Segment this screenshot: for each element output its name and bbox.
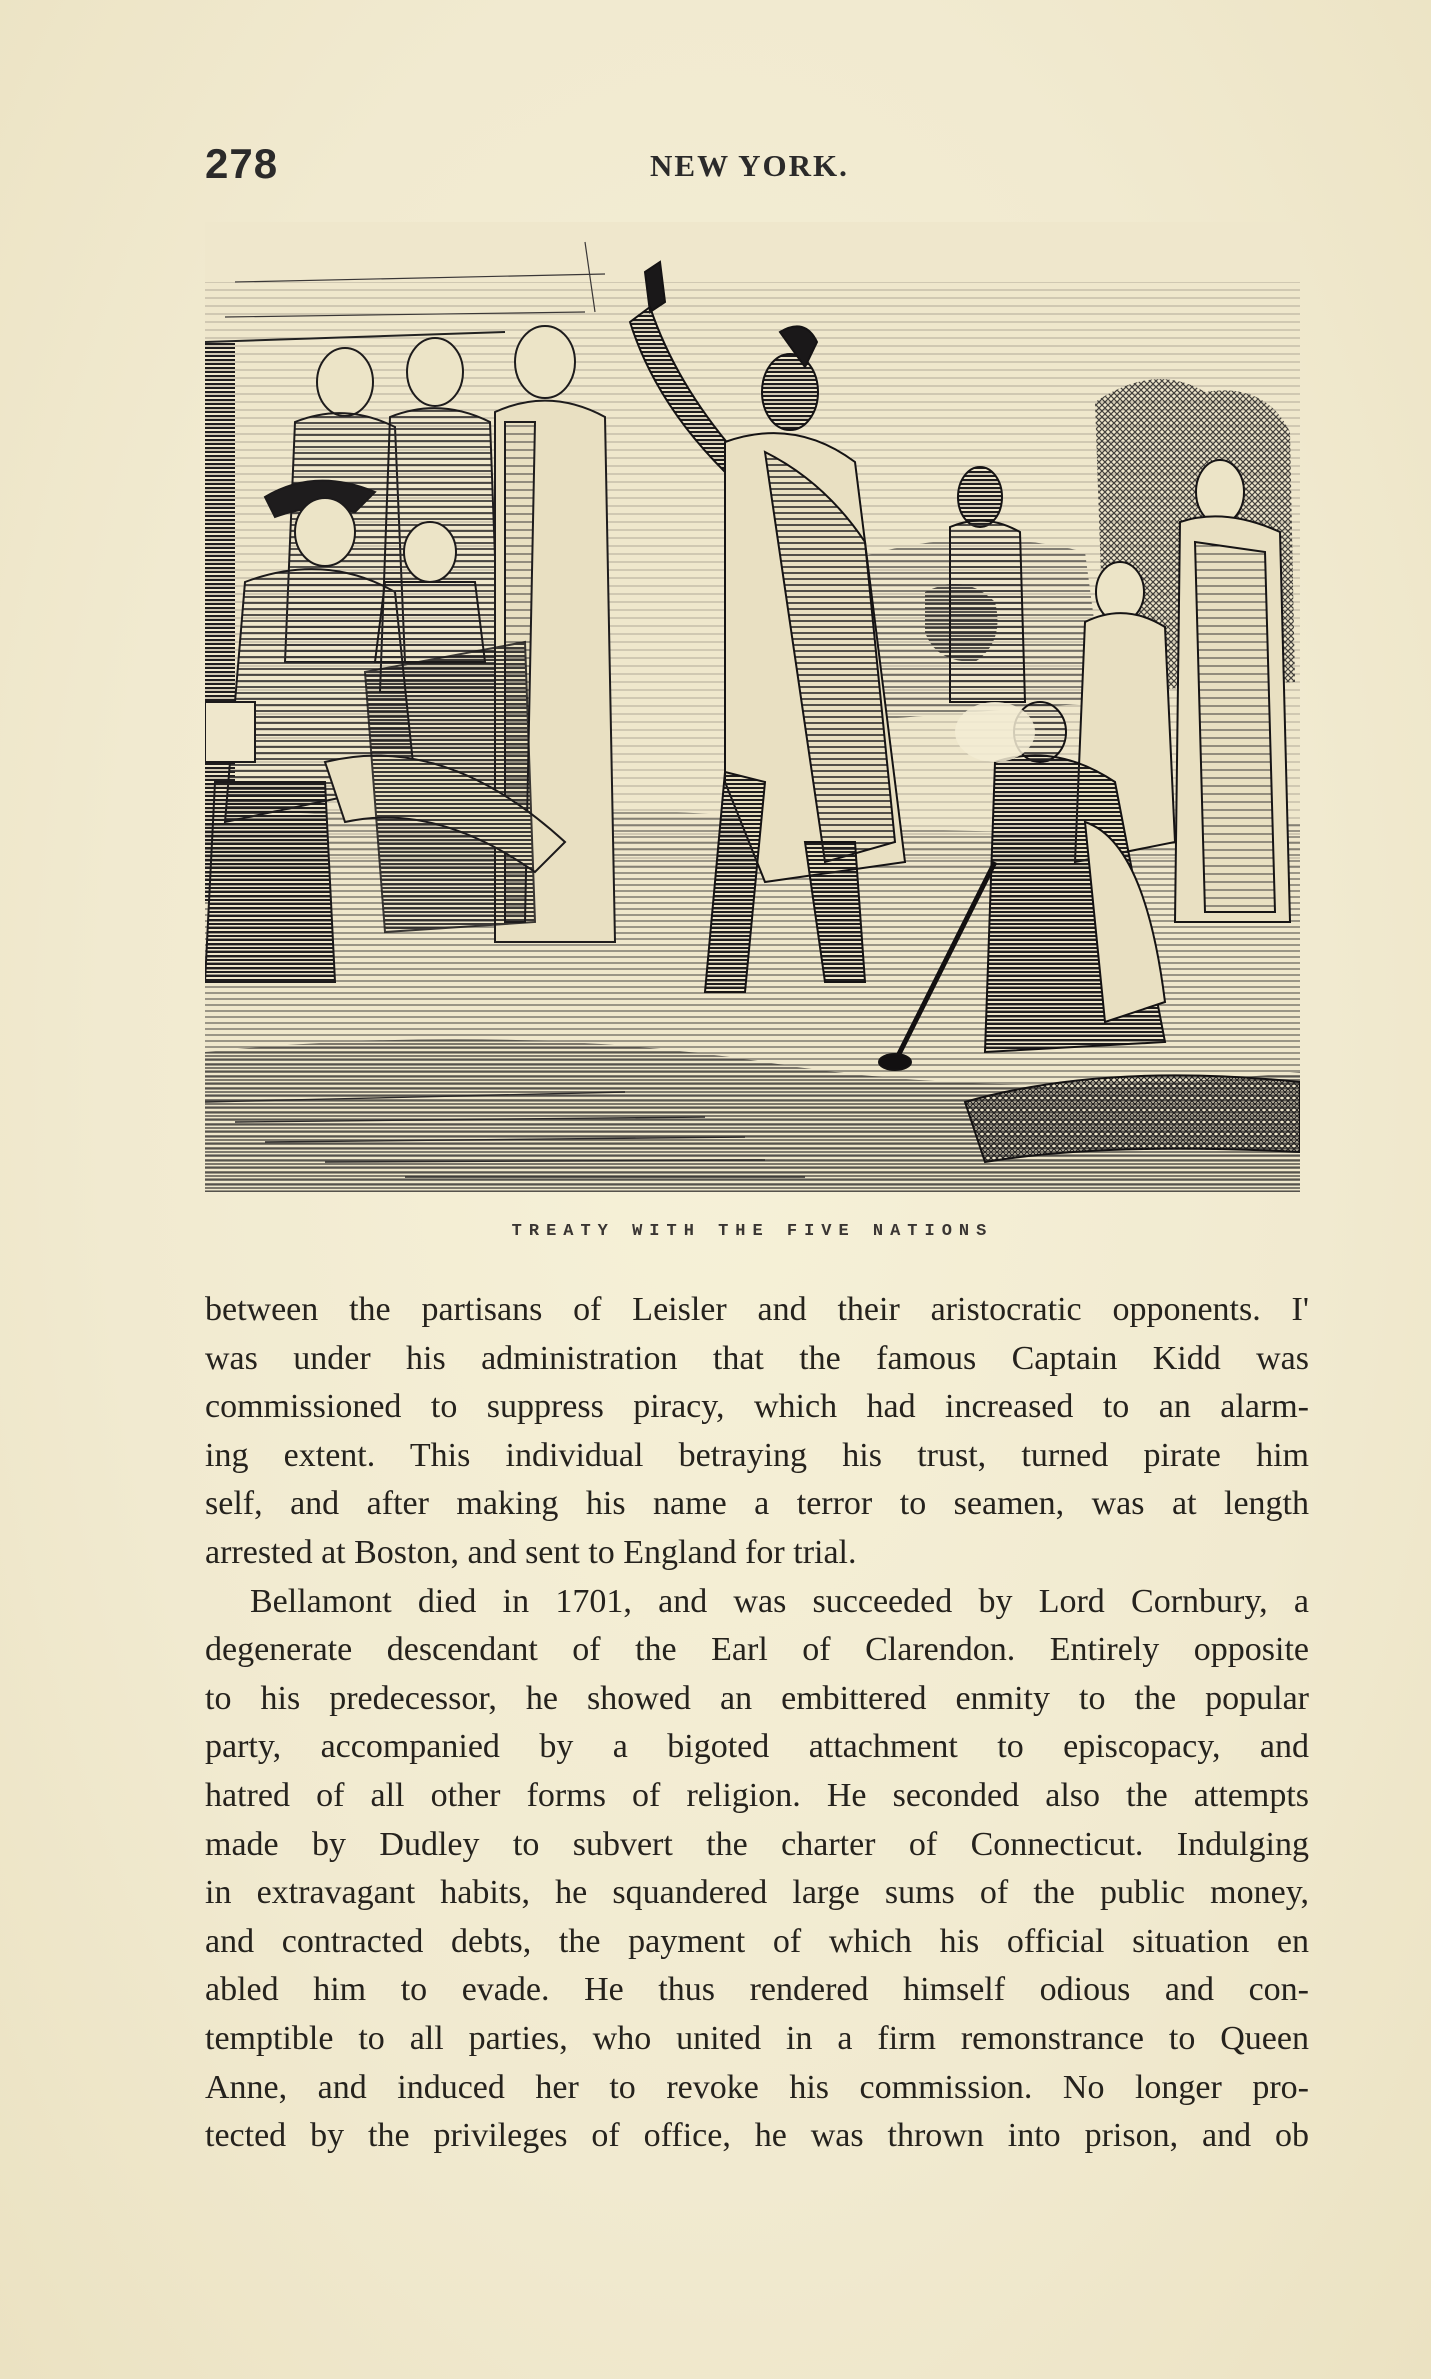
body-line: self, and after making his name a terror to seamen, was at length xyxy=(205,1485,1309,1523)
body-line: was under his administration that the famous Captain Kidd was xyxy=(205,1339,1309,1377)
body-line: party, accompanied by a bigoted attachment to episcopacy, and xyxy=(205,1728,1309,1766)
body-line: arrested at Boston, and sent to England for trial. xyxy=(205,1533,857,1571)
page-header xyxy=(205,140,1305,200)
body-text xyxy=(205,1286,1309,2161)
body-line: between the partisans of Leisler and their aristocratic opponents. I' xyxy=(205,1291,1309,1328)
body-line: degenerate descendant of the Earl of Clarendon. Entirely opposite xyxy=(205,1631,1309,1669)
body-line: to his predecessor, he showed an embittered enmity to the popular xyxy=(205,1679,1309,1717)
treaty-engraving-image xyxy=(205,222,1300,1192)
body-line: Bellamont died in 1701, and was succeeded by Lord Cornbury, a xyxy=(250,1582,1309,1620)
page-number: 278 xyxy=(205,140,279,187)
body-line: abled him to evade. He thus rendered himself odious and con- xyxy=(205,1971,1309,2009)
running-head: NEW YORK. xyxy=(650,148,849,183)
body-line: temptible to all parties, who united in a firm remonstrance to Queen xyxy=(205,2019,1309,2057)
body-line: Anne, and induced her to revoke his commission. No longer pro- xyxy=(205,2068,1309,2106)
body-line: commissioned to suppress piracy, which had increased to an alarm- xyxy=(205,1388,1309,1426)
engraving-illustration xyxy=(205,222,1300,1192)
body-line: made by Dudley to subvert the charter of Connecticut. Indulging xyxy=(205,1825,1309,1863)
body-line: hatred of all other forms of religion. He seconded also the attempts xyxy=(205,1776,1309,1814)
body-line: and contracted debts, the payment of which his official situation en xyxy=(205,1922,1309,1960)
body-line: ing extent. This individual betraying his trust, turned pirate him xyxy=(205,1436,1309,1474)
illustration-caption: TREATY WITH THE FIVE NATIONS xyxy=(511,1222,994,1241)
body-line: in extravagant habits, he squandered large sums of the public money, xyxy=(205,1874,1309,1912)
body-line: tected by the privileges of office, he was thrown into prison, and ob xyxy=(205,2117,1309,2155)
